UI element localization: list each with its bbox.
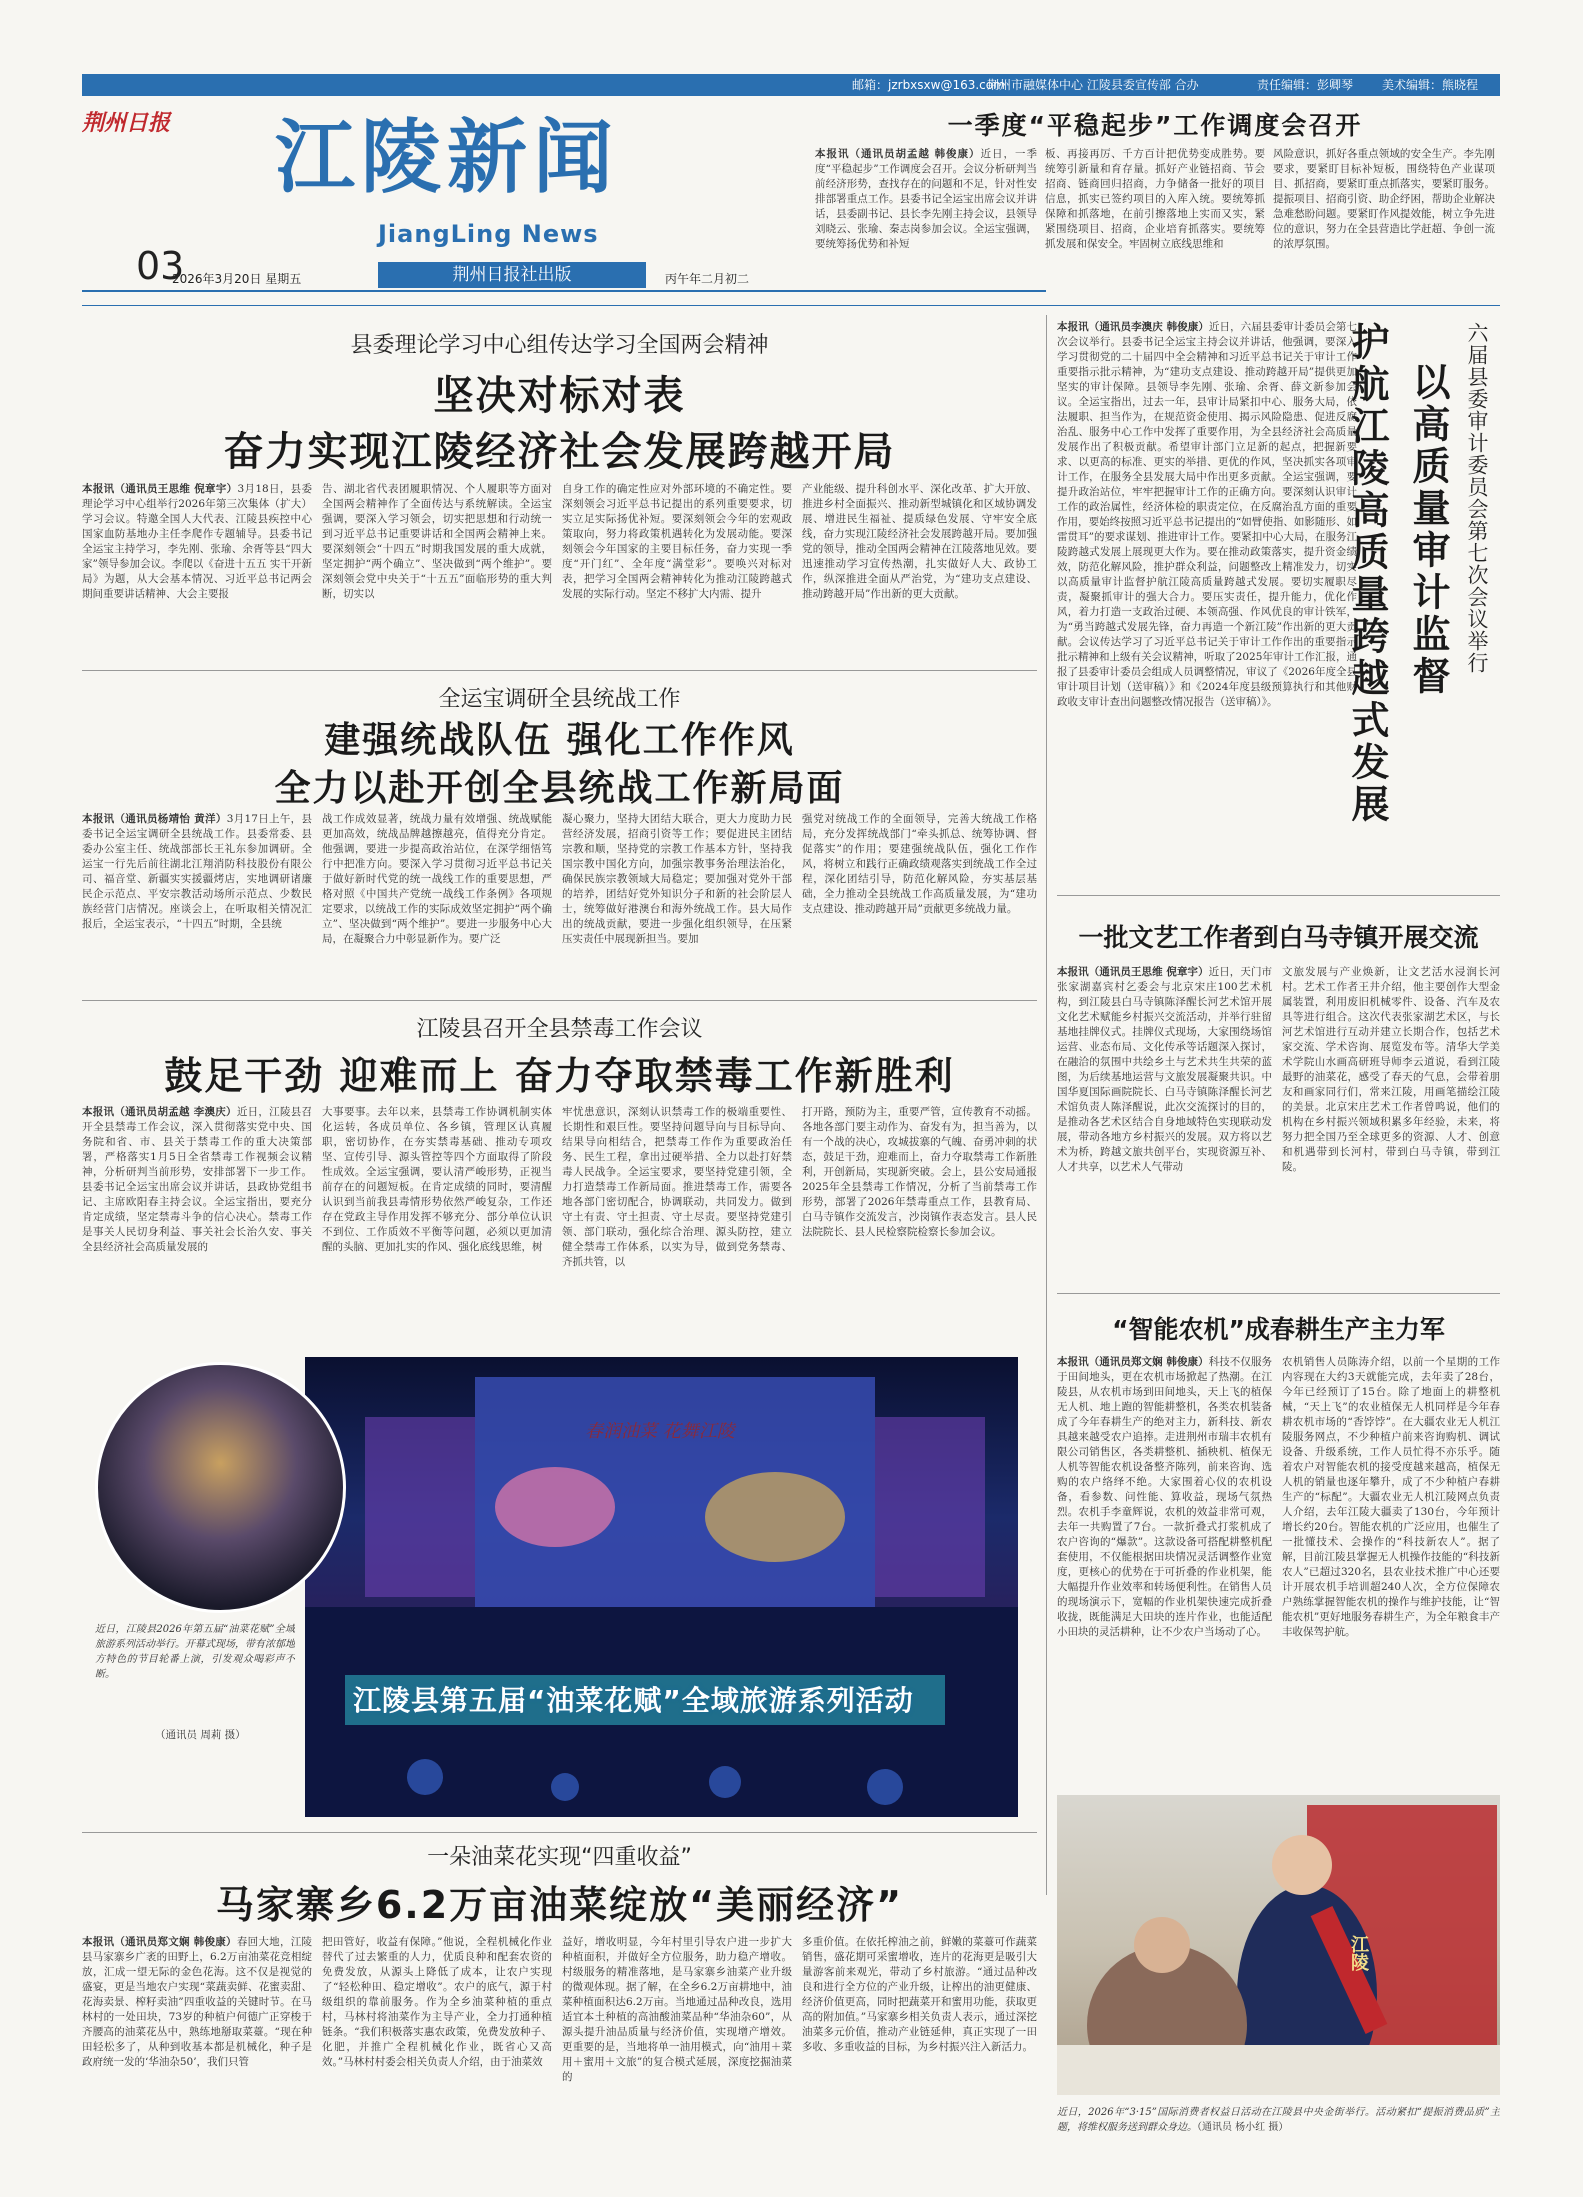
a6-divider [1057, 895, 1500, 896]
a8-text-1: 春回大地，江陵县马家寨乡广袤的田野上，6.2万亩油菜花竞相绽放，汇成一望无际的金色花海。这不仅是视觉的盛宴，更是当地农户实现“菜蔬卖鲜、花蜜卖甜、花海卖景、榨籽卖油”四重收益的关键时节。在马林村的一处田块，73岁的种植户何德广正穿梭于齐腰高的油菜花丛中，熟练地掰取菜薹。“现在种田轻松多了，从种到收基本都是机械化，种子是政府统一发的‘华油杂50’，我们只管 [82, 1936, 312, 2068]
a2-headline-line1: 坚决对标对表 [433, 373, 686, 419]
a2-column-1 [82, 482, 312, 662]
a7-byline: 本报讯（通讯员郑文娴 韩俊康） [1057, 1356, 1209, 1368]
a8-column-1 [82, 1935, 312, 2160]
stage-flower-yellow [705, 1472, 845, 1562]
a8-text-2: 把田管好，收益有保障。”他说，全程机械化作业替代了过去繁重的人力，优质良种和配套农资的免费发放，从源头上降低了成本，让农户实现了“轻松种田、稳定增收”。农户的底气，源于村级组织的靠前服务。作为全乡油菜种植的重点村，马林村将油菜作为主导产业，全力打通种植链条。“我们积极落实惠农政策，免费发放种子、化肥，并推广全程机械化作业，既省心又高效。”马林村村委会相关负责人介绍，由于油菜效 [322, 1936, 552, 2068]
a3-headline-line1: 以高质量审计监督 [1406, 362, 1450, 698]
contact-email: 邮箱：jzrbxsxw@163.com [852, 78, 1005, 92]
a4-column-1 [82, 812, 312, 987]
a4-divider [82, 1000, 1037, 1001]
stage-screen-left [365, 1417, 475, 1597]
photo1-credit: （通讯员 周莉 摄） [155, 1729, 246, 1741]
a1-headline: 一季度“平稳起步”工作调度会召开 [947, 111, 1363, 140]
a1-column-1 [815, 147, 1037, 282]
crowd-inset-photo [95, 1362, 346, 1613]
festival-banner: 江陵县第五届“油菜花赋”全域旅游系列活动 [353, 1684, 914, 1717]
a1-column-3 [1273, 147, 1495, 282]
a7-divider [1057, 1293, 1500, 1294]
a2-kicker: 县委理论学习中心组传达学习全国两会精神 [350, 333, 769, 358]
a6-headline: 一批文艺工作者到白马寺镇开展交流 [1078, 923, 1479, 952]
table [1057, 2045, 1500, 2095]
a4-text-4: 强党对统战工作的全面领导，完善大统战工作格局，充分发挥统战部门“牵头抓总、统筹协调、督促落实”的作用；要建强统战队伍，强化工作作风，将树立和践行正确政绩观落实到统战工作全过程，深化团结引导，防范化解风险，夯实基层基础，全力推动全县统战工作高质量发展，为“建功支点建设、推动跨越开局”贡献更多统战力量。 [802, 813, 1037, 915]
a2-column-2 [322, 482, 552, 662]
a4-column-2 [322, 812, 552, 987]
publisher-badge [378, 262, 646, 288]
a3-headline-line2: 护航江陵高质量跨越式发展 [1345, 322, 1389, 826]
a7-text-2: 农机销售人员陈涛介绍，以前一个星期的工作内容现在大约3天就能完成，去年卖了28台，今年已经预订了15台。除了地面上的耕整机械，“天上飞”的农业植保无人机同样是今年春耕农机市场的“香饽饽”。在大疆农业无人机江陵服务网点，不少种植户前来咨询购机、调试设备、升级系统，工作人员忙得不亦乐乎。随着农户对智能农机的接受度越来越高，植保无人机的销量也逐年攀升，成了不少种植户春耕生产的“标配”。大疆农业无人机江陵网点负责人介绍，去年江陵大疆卖了130台，今年预计增长约20台。智能农机的广泛应用，也催生了一批懂技术、会操作的“科技新农人”。据了解，目前江陵县掌握无人机操作技能的“科技新农人”已超过320名，县农业技术推广中心还要计开展农机手培训超240人次，全方位保障农户熟练掌握智能农机的操作与维护技能，让“智能农机”更好地服务春耕生产，为全年粮食丰产丰收保驾护航。 [1282, 1356, 1500, 1638]
a3-side-kicker: 六届县委审计委员会第七次会议举行 [1465, 322, 1489, 674]
floor-light-1 [407, 1759, 443, 1795]
stage-flower-pink [495, 1467, 615, 1547]
photo1-caption: 近日，江陵县2026年第五届“油菜花赋”全域旅游系列活动举行。开幕式现场，带有浓郁地方特色的节目轮番上演，引发观众喝彩声不断。 [95, 1624, 295, 1680]
a5-column-2 [322, 1105, 552, 1345]
a1-text-3: 风险意识，抓好各重点领域的安全生产。李先刚要求，要紧盯目标补短板，围绕特色产业谋项目、抓招商，要紧盯重点抓落实，要紧盯服务。提振项目、招商引资、助企纾困，帮助企业解决急难愁盼问题。要紧盯作风提效能，树立争先进位的意识，努力在全县营造比学赶超、争创一流的浓厚氛围。 [1273, 148, 1495, 250]
publisher-name: 荆州日报社出版 [452, 265, 572, 285]
a5-column-4 [802, 1105, 1037, 1345]
masthead-rule [82, 290, 1046, 292]
a1-text-1: 近日，一季度“平稳起步”工作调度会召开。会议分析研判当前经济形势，查找存在的问题和不足，针对性安排部署重点工作。县委书记全运宝出席会议并讲话，县委副书记、县长李先刚主持会议，县领导刘晓云、张瑜、秦志岗参加会议。全运宝强调，要统筹扬优势和补短 [815, 148, 1037, 250]
a2-text-4: 产业能级、提升科创水平、深化改革、扩大开放、推进乡村全面振兴、推动新型城镇化和区域协调发展、增进民生福祉、提质绿色发展、守牢安全底线，奋力实现江陵经济社会发展跨越开局。要加强党的领导，推动全国两会精神在江陵落地见效。要迅速推动学习宣传热潮，扎实做好人大、政协工作，纵深推进全面从严治党，为“建功支点建设、推动跨越开局”作出新的更大贡献。 [802, 483, 1037, 600]
photo2-credit: （通讯员 杨小红 摄） [1197, 2122, 1289, 2133]
floor-light-4 [867, 1769, 903, 1805]
page-number: 03 [136, 244, 185, 288]
floor-light-3 [709, 1766, 741, 1798]
a6-text-2: 文旅发展与产业焕新，让文艺活水浸润长河村。艺术工作者王井介绍，他主要创作大型金属装置，利用废旧机械零件、设备、汽车及农具等进行组合。这次代表张家湖艺术区，与长河艺术馆进行互动并建立长期合作，包括艺术家交流、学术咨询、展览发布等。清华大学美术学院山水画高研班导师李云道说，看到江陵最野的油菜花，感受了春天的气息，会带着朋友和画家同行们，常来江陵，用画笔描绘江陵的美景。北京宋庄艺术工作者曾鸣说，他们的机构在乡村振兴领域积累多年经验，未来，将努力把全国乃至全球更多的资源、人才、创意和机遇带到长河村，带到白马寺镇，带到江陵。 [1282, 966, 1500, 1173]
a5-byline: 本报讯（通讯员胡孟越 李澳庆） [82, 1106, 237, 1118]
a2-text-1: 3月18日，县委理论学习中心组举行2026年第三次集体（扩大）学习会议。特邀全国人大代表、江陵县疾控中心国家血防基地办主任李爬作专题辅导。县委书记全运宝主持学习，李先刚、张瑜、余胥等县“四大家”领导参加会议。李爬以《奋进十五五 实干开新局》为题，从大会基本情况、习近平总书记两会期间重要讲话精神、大会主要报 [82, 483, 312, 600]
a8-text-3: 益好，增收明显，今年村里引导农户进一步扩大种植面积，并做好全方位服务，助力稳产增收。村级服务的精准落地，是马家寨乡油菜产业升级的微观体现。据了解，在全乡6.2万亩耕地中，油菜种植面积达6.2万亩。当地通过品种改良，选用适宜本土种植的高油酸油菜品种“华油杂60”，从源头提升油品质量与经济价值，实现增产增效。更重要的是，当地将单一油用模式，向“油用＋菜用＋蜜用＋文旅”的复合模式延展，深度挖掘油菜的 [562, 1936, 792, 2083]
issue-date: 2026年3月20日 星期五 [172, 272, 302, 286]
a4-text-1: 3月17日上午，县委书记全运宝调研全县统战工作。县委常委、县委办公室主任、统战部部长王礼东参加调研。全运宝一行先后前往湖北江翔消防科技股份有限公司、福音堂、新疆实实援疆烤店，实地调研诸廉民企示范点、平安宗教活动场所示范点、少数民族经营门店情况。座谈会上，在听取相关情况汇报后，全运宝表示，“十四五”时期，全县统 [82, 813, 312, 930]
photo2-caption: 近日，2026年“3·15”国际消费者权益日活动在江陵县中央金街举行。活动紧扣“提振消费品质”主题，将维权服务送到群众身边。 [1057, 2107, 1500, 2133]
sash-text: 江陵 [1348, 1935, 1369, 1971]
person-staff-head [1272, 1835, 1332, 1895]
a4-column-4 [802, 812, 1037, 987]
a8-kicker: 一朵油菜花实现“四重收益” [427, 1845, 692, 1870]
a5-column-3 [562, 1105, 792, 1345]
a1-column-2 [1045, 147, 1265, 282]
a8-headline: 马家寨乡6.2万亩油菜绽放“美丽经济” [215, 1883, 904, 1927]
co-organizers: 荆州市融媒体中心 江陵县委宣传部 合办 [987, 78, 1199, 92]
a3-headline [1345, 322, 1492, 882]
a6-column-2 [1282, 965, 1500, 1285]
a6-text-1: 近日，天门市张家湖嘉宾村乞委会与北京宋庄100艺术机构，到江陵县白马寺镇陈泽醒长河艺术馆开展文化艺术赋能乡村振兴交流活动，并举行驻留基地挂牌仪式。挂牌仪式现场，大家围绕场馆运营、业态布局、文化传承等话题深入探讨，在融洽的氛围中共绘乡土与艺术共生共荣的蓝图，为后续基地运营与文旅发展凝聚共识。中国华夏国际画院院长、白马寺镇陈泽醒长河艺术馆负责人陈泽醒说，此次交流探讨的目的，是推动各艺术区结合自身地域特色实现联动发展，带动各地方乡村振兴的发展。双方将以艺术为桥，跨越文旅共创平台，实现资源互补、人才共享，以艺术人气带动 [1057, 966, 1272, 1173]
a2-text-2: 告、湖北省代表团履职情况、个人履职等方面对全国两会精神作了全面传达与系统解读。全运宝强调，要深入学习领会，切实把思想和行动统一到习近平总书记重要讲话和全国两会精神上来。要深刻领会“十四五”时期我国发展的重大成就，坚定拥护“两个确立”、坚决做到“两个维护”。要深刻领会党中央关于“十五五”面临形势的重大判断，切实以 [322, 483, 552, 600]
masthead-title: 江陵新闻 [275, 110, 619, 204]
a2-column-4 [802, 482, 1037, 662]
a8-column-2 [322, 1935, 552, 2160]
a5-column-1 [82, 1105, 312, 1345]
lunar-date: 丙午年二月初二 [665, 272, 750, 286]
a7-text-1: 科技不仅服务于田间地头，更在农机市场掀起了热潮。在江陵县，从农机市场到田间地头，天上飞的植保无人机、地上跑的智能耕整机，各类农机装备成了今年春耕生产的绝对主力，新科技、新农具越来越受农户追捧。走进荆州市瑞丰农机有限公司销售区，各类耕整机、插秧机、植保无人机等智能农机设备整齐陈列，前来咨询、选购的农户络绎不绝。大家围着心仪的农机设备，看参数、问性能、算收益，现场气氛热烈。农机手李童辉说，农机的效益非常可观，去年一共购置了7台。一款折叠式打浆机成了农户咨询的“爆款”。这款设备可搭配耕整机配套使用，不仅能根据田块情况灵活调整作业宽度，更核心的优势在于可折叠的作业机架，能大幅提升作业效率和转场便利性。在销售人员的现场演示下，宽幅的作业机架快速完成折叠收拢，既能满足大田块的连片作业，也能适配小田块的灵活耕种，让不少农户当场动了心。 [1057, 1356, 1272, 1638]
a4-headline-line2: 全力以赴开创全县统战工作新局面 [274, 768, 845, 809]
a7-column-1 [1057, 1355, 1272, 1775]
stage-slogan: 春润油菜 花舞江陵 [585, 1421, 735, 1442]
a5-headline: 鼓足干劲 迎难而上 奋力夺取禁毒工作新胜利 [164, 1054, 955, 1098]
a8-divider [82, 1832, 1037, 1833]
a5-text-1: 近日，江陵县召开全县禁毒工作会议，深入贯彻落实党中央、国务院和省、市、县关于禁毒工作的重大决策部署，严格落实1月5日全省禁毒工作视频会议精神，分析研判当前形势，安排部署下一步工作。县委书记全运宝出席会议并讲话，县政协党组书记、主席欧阳春主持会议。全运宝指出，要充分肯定成绩，坚定禁毒斗争的信心决心。禁毒工作是事关人民切身利益、事关社会长治久安、事关全县经济社会高质量发展的 [82, 1106, 312, 1253]
a6-byline: 本报讯（通讯员王思维 倪章宇） [1057, 966, 1209, 978]
a3-byline: 本报讯（通讯员李澳庆 韩俊康） [1057, 321, 1209, 333]
a6-column-1 [1057, 965, 1272, 1285]
a3-text: 近日，六届县委审计委员会第七次会议举行。县委书记全运宝主持会议并讲话，他强调，要深入学习贯彻党的二十届四中全会精神和习近平总书记关于审计工作重要指示批示精神，为“建功支点建设、推动跨越开局”提供更加坚实的审计保障。县领导李先刚、张瑜、余胥、薛文新参加会议。全运宝指出，过去一年，县审计局紧扣中心、服务大局，依法履职、担当作为，在规范资金使用、揭示风险隐患、促进反腐治乱、服务中心工作中发挥了重要作用，为全县经济社会高质量发展作出了积极贡献。希望审计部门立足新的起点，把握新要求、以更高的标准、更实的举措、更优的作风，坚决抓实各项审计工作，在服务全县发展大局中作出更多贡献。全运宝强调，要提升政治站位，牢牢把握审计工作的正确方向。要深刻认识审计工作的政治属性，经济体检的职责定位，在反腐治乱方面的重要作用，要始终按照习近平总书记提出的“如臂使指、如影随形、如雷贯耳”的要求谋划、推进审计工作。要紧扣中心大局，在服务江陵跨越式发展上展现更大作为。要在推动政策落实，提升资金绩效，防范化解风险，推护群众利益，问题整改上精准发力，切实以高质量审计监督护航江陵高质量跨越式发展。要切实履职尽责，凝聚抓审计的强大合力。要压实责任，提升能力，优化作风，着力打造一支政治过硬、本领高强、作风优良的审计铁军，为“勇当跨越式发展先锋，奋力再造一个新江陵”作出新的更大贡献。会议传达学习了习近平总书记关于审计工作作出的重要指示批示精神和上级有关会议精神，听取了2025年审计工作汇报，通报了县委审计委员会组成人员调整情况，审议了《2026年度全县审计项目计划（送审稿）》和《2024年度县级预算执行和其他财政收支审计查出问题整改情况报告（送审稿）》。 [1057, 321, 1357, 708]
floor-light-2 [551, 1773, 579, 1801]
a2-column-3 [562, 482, 792, 662]
a4-text-2: 战工作成效显著，统战力量有效增强、统战赋能更加高效，统战品牌越擦越亮，值得充分肯定。他强调，要进一步提高政治站位，在深学细悟笃行中把准方向。要深入学习贯彻习近平总书记关于做好新时代党的统一战线工作的重要思想，严格对照《中国共产党统一战线工作条例》各项规定要求，以统战工作的实际成效坚定拥护“两个确立”、坚决做到“两个维护”。要进一步服务中心大局，在凝聚合力中彰显新作为。要广泛 [322, 813, 552, 945]
a4-text-3: 凝心聚力，坚持大团结大联合，更大力度助力民营经济发展，招商引资等工作；要促进民主团结宗教和顺，坚持党的宗教工作基本方针，坚持我国宗教中国化方向，加强宗教事务治理法治化，确保民族宗教领域大局稳定；要加强对党外干部的培养，团结好党外知识分子和新的社会阶层人士，统筹做好港澳台和海外统战工作。县大局作出的统战贡献，要进一步强化组织领导，在压紧压实责任中展现新担当。要加 [562, 813, 792, 945]
a4-byline: 本报讯（通讯员杨靖怡 黄洋） [82, 813, 227, 825]
a5-text-2: 大事要事。去年以来，县禁毒工作协调机制实体化运转，各成员单位、各乡镇，管理区认真履职，密切协作，在夯实禁毒基础、推动专项攻坚、宣传引导、源头管控等四个方面取得了阶段性成效。全运宝强调，要认清严峻形势，正视当前存在的问题短板。在肯定成绩的同时，要清醒认识到当前我县毒情形势依然严峻复杂，工作还存在党政主导作用发挥不够充分、部分单位认识不到位、工作质效不平衡等问题，必须以更加清醒的头脑、更加扎实的作风、强化底线思维，树 [322, 1106, 552, 1253]
responsible-editor: 责任编辑：彭卿琴 [1257, 78, 1354, 92]
a1-byline: 本报讯（通讯员胡孟越 韩俊康） [815, 148, 981, 160]
a7-column-2 [1282, 1355, 1500, 1775]
festival-photo [305, 1357, 1018, 1817]
a8-column-4 [802, 1935, 1037, 2160]
consumer-day-photo [1057, 1795, 1500, 2095]
a4-column-3 [562, 812, 792, 987]
photo2-caption-box [1057, 2105, 1500, 2150]
a1-text-2: 板、再接再厉、千方百计把优势变成胜势。要统筹引新量和育存量。抓好产业链招商、节会招商、链商回归招商，力争储备一批好的项目信息，抓实已签约项目的入库入统。要统筹抓保障和抓落地，在前引擦落地上实而又实，紧紧围绕项目、招商，企业培育抓落实。要统筹抓发展和保安全。牢固树立底线思维和 [1045, 148, 1265, 250]
a3-body [1057, 320, 1357, 880]
masthead-pinyin: JiangLing News [378, 220, 599, 248]
newspaper-logo: 荆州日报 [82, 110, 171, 136]
a2-headline-line2: 奋力实现江陵经济社会发展跨越开局 [223, 429, 896, 475]
a4-kicker: 全运宝调研全县统战工作 [438, 687, 681, 712]
a2-divider [82, 670, 1037, 671]
a4-headline-line1: 建强统战队伍 强化工作作风 [324, 720, 795, 761]
a2-text-3: 自身工作的确定性应对外部环境的不确定性。要深刻领会习近平总书记提出的系列重要要求，切实立足实际扬优补短。要深刻领会今年的宏观政策取向，努力将政策机遇转化为发展动能。要深刻领会今年国家的主要目标任务，奋力实现一季度“开门红”、全年度“满堂彩”。要唤兴对标对表，把学习全国两会精神转化为推动江陵跨越式发展的实际行动。坚定不移扩大内需、提升 [562, 483, 792, 600]
column-divider [1046, 315, 1047, 1895]
a2-byline: 本报讯（通讯员王思维 倪章宇） [82, 483, 238, 495]
top-bar [82, 74, 1500, 96]
a7-headline: “智能农机”成春耕生产主力军 [1112, 1315, 1445, 1344]
a5-text-4: 打开路，预防为主，重要严管，宣传教育不动摇。各地各部门要主动作为、奋发有为，担当善为，以有一个战的决心，攻城拔寨的气魄、奋勇冲刺的状态，鼓足干劲，迎难而上，奋力夺取禁毒工作新胜利，开创新局，实现新突破。会上，县公安局通报2025年全县禁毒工作情况，分析了当前禁毒工作形势，部署了2026年禁毒重点工作，县教育局、白马寺镇作交流发言，沙岗镇作表态发言。县人民法院院长、县人民检察院检察长参加会议。 [802, 1106, 1037, 1238]
a8-column-3 [562, 1935, 792, 2160]
art-editor: 美术编辑：熊晓程 [1382, 78, 1479, 92]
a8-byline: 本报讯（通讯员郑文娴 韩俊康） [82, 1936, 237, 1948]
person-visitor-head [1134, 1917, 1190, 1973]
a5-text-3: 牢忧患意识，深刻认识禁毒工作的极端重要性、长期性和艰巨性。要坚持问题导向与目标导向、结果导向相结合，把禁毒工作作为重要政治任务、民生工程，拿出过硬举措、全力以赴打好禁毒人民战争。全运宝要求，要坚持党建引领，全力打造禁毒工作新局面。推进禁毒工作，需要各地各部门密切配合，协调联动，共同发力。做到守土有责、守土担责、守土尽责。要坚持党建引领、部门联动，强化综合治理、源头防控，建立健全禁毒工作体系，以实为导，做到党务禁毒、齐抓共管，以 [562, 1106, 792, 1268]
a8-text-4: 多重价值。在依托榨油之前，鲜嫩的菜薹可作蔬菜销售，盛花期可采蜜增收，连片的花海更是吸引大量游客前来观光，带动了乡村旅游。“通过品种改良和进行全方位的产业升级，让榨出的油更健康、经济价值更高，同时把蔬菜开和蜜用功能，获取更高的附加值。”马家寨乡相关负责人表示，通过深挖油菜多元价值，推动产业链延伸，真正实现了一田多收、多重收益的目标，为乡村振兴注入新活力。 [802, 1936, 1037, 2053]
stage-screen-right [875, 1417, 985, 1597]
a5-kicker: 江陵县召开全县禁毒工作会议 [416, 1017, 703, 1042]
consumer-scene [1057, 1795, 1500, 2095]
upper-divider [82, 305, 1500, 306]
